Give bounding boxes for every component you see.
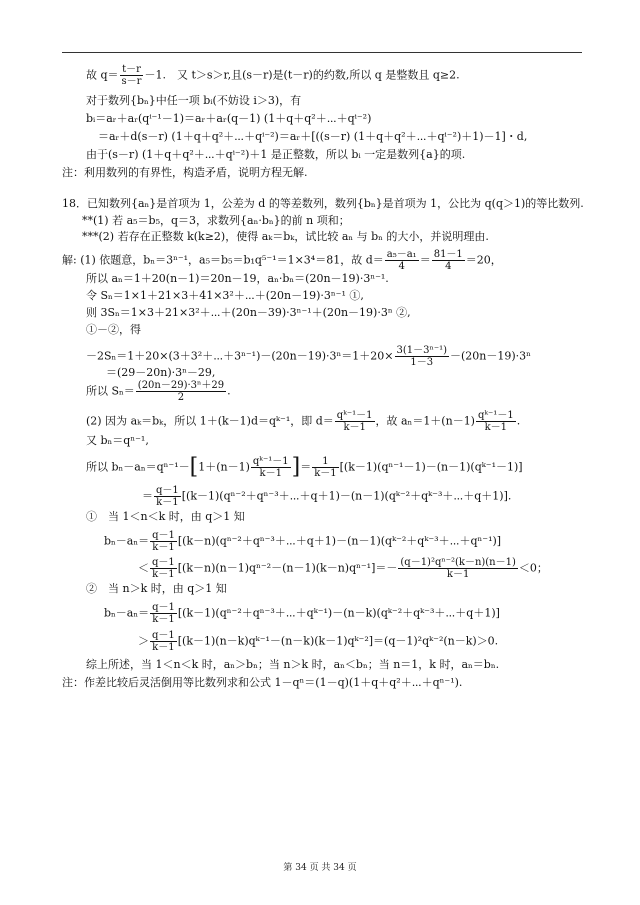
solution-line-1: 解: (1) 依题意，bₙ＝3ⁿ⁻¹，a₅＝b₅＝b₁q⁵⁻¹＝1×3⁴＝81，故 d＝ $\frac{\text{a₅－a₁}}{4}$ ＝ $\frac{81-1}{4}$ ＝20，: [62, 249, 502, 272]
solution-line-2: 所以 aₙ＝1＋20(n－1)＝20n－19，aₙ·bₙ＝(20n－19)·3ⁿ⁻¹.: [86, 272, 389, 285]
solution-part2-line-4: ＝ $\frac{q-1}{k-1}$ [(k－1)(qⁿ⁻²＋qⁿ⁻³＋⋯＋q＋1)－(n－1)(qᵏ⁻²＋qᵏ⁻³＋⋯＋q＋1)].: [142, 485, 512, 508]
solution-part2-line-2: 又 bₙ＝qⁿ⁻¹,: [86, 434, 149, 447]
case-2-line-2: ＞ $\frac{q-1}{k-1}$ [(k－1)(n－k)qᵏ⁻¹－(n－k)(k－1)qᵏ⁻²]＝(q－1)²qᵏ⁻²(n－k)＞0.: [138, 630, 499, 653]
solution-line-7: ＝(29－20n)·3ⁿ－29,: [106, 366, 216, 379]
note-line-1: 注：利用数列的有界性，构造矛盾，说明方程无解.: [62, 166, 308, 179]
case-1-line-1: bₙ－aₙ＝ $\frac{q-1}{k-1}$ [(k－n)(qⁿ⁻²＋qⁿ⁻³＋⋯＋q＋1)－(n－1)(qᵏ⁻²＋qᵏ⁻³＋⋯＋qⁿ⁻¹)]: [104, 530, 502, 553]
page-footer: 第 34 页 共 34 页: [283, 863, 357, 873]
case-2-heading: ② 当 n＞k 时，由 q＞1 知: [86, 582, 227, 595]
case-2-line-1: bₙ－aₙ＝ $\frac{q-1}{k-1}$ [(k－1)(qⁿ⁻²＋qⁿ⁻³＋⋯＋qᵏ⁻¹)－(n－k)(qᵏ⁻²＋qᵏ⁻³＋⋯＋q＋1)]: [104, 602, 500, 625]
solution-line-8: 所以 Sₙ＝ $\frac{\text{(20n－29)·3ⁿ＋29}}{2}$ .: [86, 380, 231, 403]
text-line-2: 对于数列{bₙ}中任一项 bᵢ(不妨设 i＞3)，有: [86, 94, 302, 107]
conclusion-line: 综上所述，当 1＜n＜k 时，aₙ＞bₙ；当 n＞k 时，aₙ＜bₙ；当 n＝1，k 时，aₙ＝bₙ.: [86, 658, 500, 671]
solution-line-6: －2Sₙ＝1＋20×(3＋3²＋⋯＋3ⁿ⁻¹)－(20n－19)·3ⁿ＝1＋20× $\frac{\text{3(1－3ⁿ⁻¹)}}{1-3}$ －(20n－19)·3ⁿ: [86, 345, 531, 368]
text-line-1: 故 q＝ $\frac{t-r}{s-r}$ －1. 又 t＞s＞r,且(s－r)是(t－r)的约数,所以 q 是整数且 q≥2.: [86, 64, 460, 87]
text-line-5: 由于(s－r) (1＋q＋q²＋⋯＋qⁱ⁻²)＋1 是正整数，所以 bᵢ 一定是数列{a}的项.: [86, 148, 466, 161]
solution-line-4: 则 3Sₙ＝1×3＋21×3²＋⋯＋(20n－39)·3ⁿ⁻¹＋(20n－19)·3ⁿ ②,: [86, 306, 411, 319]
problem-18-statement: 18．已知数列{aₙ}是首项为 1，公差为 d 的等差数列，数列{bₙ}是首项为 1，公比为 q(q＞1)的等比数列.: [62, 197, 584, 210]
text-line-4: ＝aᵣ＋d(s－r) (1＋q＋q²＋⋯＋qⁱ⁻²)＝aᵣ＋[((s－r) (1＋q＋q²＋⋯＋qⁱ⁻²)＋1)－1]・d,: [98, 130, 528, 143]
note-line-2: 注：作差比较后灵活倒用等比数列求和公式 1－qⁿ＝(1－q)(1＋q＋q²＋⋯＋qⁿ⁻¹).: [62, 676, 463, 689]
solution-line-5: ①－②，得: [86, 323, 141, 336]
problem-18-part-2: ***(2) 若存在正整数 k(k≥2)，使得 aₖ＝bₖ，试比较 aₙ 与 bₙ 的大小，并说明理由.: [82, 230, 489, 243]
text-line-3: bᵢ＝aᵣ＋aᵣ(qⁱ⁻¹－1)＝aᵣ＋aᵣ(q－1) (1＋q＋q²＋⋯＋qⁱ⁻²): [86, 112, 372, 125]
problem-18-part-1: **(1) 若 a₅＝b₅，q＝3，求数列{aₙ·bₙ}的前 n 项和；: [82, 214, 350, 227]
case-1-line-2: ＜ $\frac{q-1}{k-1}$ [(k－n)(n－1)qⁿ⁻²－(n－1)(k－n)qⁿ⁻¹]＝－ $\frac{\text{(q－1)²qⁿ⁻²(k－n)(n－1)}}{k-1}$ ＜0；: [138, 557, 548, 580]
solution-line-3: 令 Sₙ＝1×1＋21×3＋41×3²＋⋯＋(20n－19)·3ⁿ⁻¹ ①,: [86, 289, 364, 302]
solution-part2-line-1: (2) 因为 aₖ＝bₖ，所以 1＋(k－1)d＝qᵏ⁻¹，即 d＝ $\frac{\text{qᵏ⁻¹－1}}{k-1}$ ，故 aₙ＝1＋(n－1) $\frac{\text{qᵏ⁻¹－1}}{k-1}$ .: [86, 410, 521, 433]
case-1-heading: ① 当 1＜n＜k 时，由 q＞1 知: [86, 510, 245, 523]
header-rule: [62, 52, 582, 53]
solution-part2-line-3: 所以 bₙ－aₙ＝qⁿ⁻¹－[1＋(n－1) $\frac{\text{qᵏ⁻¹－1}}{k-1}$ ]＝ $\frac{1}{k-1}$ [(k－1)(qⁿ⁻¹－1)－(n－1)(qᵏ⁻¹－1)]: [86, 454, 523, 480]
